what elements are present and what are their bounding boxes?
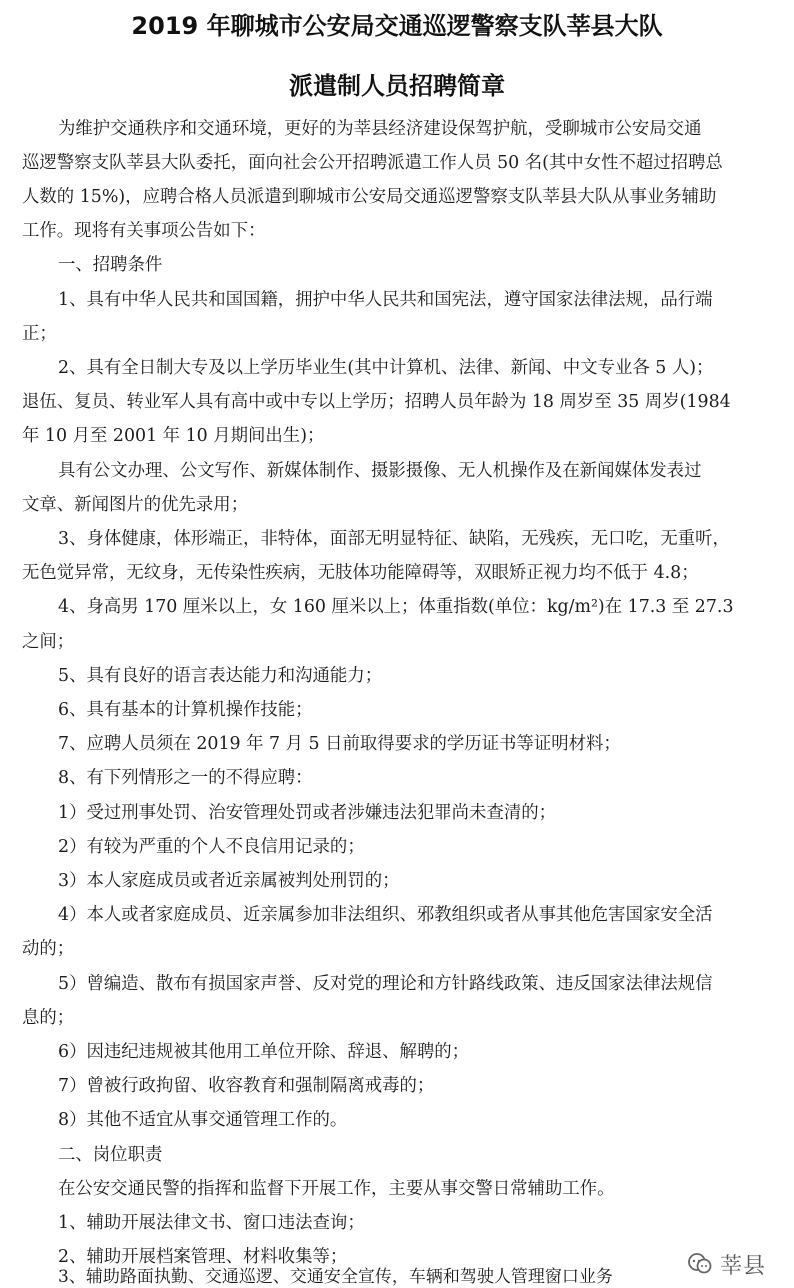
body-line: 3）本人家庭成员或者近亲属被判处刑罚的； [58, 871, 400, 891]
body-line: 3、辅助路面执勤、交通巡逻、交通安全宣传，车辆和驾驶人管理窗口业务 [58, 1267, 613, 1287]
body-line: 5）曾编造、散布有损国家声誉、反对党的理论和方针路线政策、违反国家法律法规信 [58, 974, 713, 994]
body-line: 具有公文办理、公文写作、新媒体制作、摄影摄像、无人机操作及在新闻媒体发表过 [58, 461, 702, 481]
body-line: 正； [22, 324, 57, 344]
body-line: 工作。现将有关事项公告如下： [22, 221, 266, 241]
body-line: 7、应聘人员须在 2019 年 7 月 5 日前取得要求的学历证书等证明材料； [58, 734, 621, 754]
body-line: 1、辅助开展法律文书、窗口违法查询； [58, 1213, 365, 1233]
body-line: 1、具有中华人民共和国国籍，拥护中华人民共和国宪法，遵守国家法律法规，品行端 [58, 290, 713, 310]
body-line: 息的； [22, 1008, 75, 1028]
body-line: 6、具有基本的计算机操作技能； [58, 700, 313, 720]
body-line: 2）有较为严重的个人不良信用记录的； [58, 837, 365, 857]
body-line: 8、有下列情形之一的不得应聘： [58, 768, 313, 788]
document-title-line1: 2019 年聊城市公安局交通巡逻警察支队莘县大队 [131, 12, 663, 40]
body-line: 之间； [22, 632, 75, 652]
watermark-text: 莘县 [720, 1253, 767, 1279]
body-line: 4）本人或者家庭成员、近亲属参加非法组织、邪教组织或者从事其他危害国家安全活 [58, 905, 713, 925]
body-line: 无色觉异常，无纹身，无传染性疾病，无肢体功能障碍等，双眼矫正视力均不低于 4.8； [22, 563, 699, 583]
body-line: 年 10 月至 2001 年 10 月期间出生)； [22, 426, 325, 446]
wechat-watermark [686, 1244, 794, 1284]
document-title-line2: 派遣制人员招聘简章 [289, 72, 505, 100]
body-line: 6）因违纪违规被其他用工单位开除、辞退、解聘的； [58, 1042, 470, 1062]
section-heading: 一、招聘条件 [58, 255, 163, 275]
body-line: 在公安交通民警的指挥和监督下开展工作，主要从事交警日常辅助工作。 [58, 1179, 615, 1199]
body-line: 巡逻警察支队莘县大队委托，面向社会公开招聘派遣工作人员 50 名(其中女性不超过招聘总 [22, 153, 723, 173]
body-line: 8）其他不适宜从事交通管理工作的。 [58, 1110, 348, 1130]
body-line: 为维护交通秩序和交通环境，更好的为莘县经济建设保驾护航，受聊城市公安局交通 [58, 119, 702, 139]
body-line: 4、身高男 170 厘米以上，女 160 厘米以上；体重指数(单位：kg/m²)在 17.3 至 27.3 [58, 597, 734, 617]
wechat-icon [686, 1250, 714, 1278]
body-line: 人数的 15%)，应聘合格人员派遣到聊城市公安局交通巡逻警察支队莘县大队从事业务辅助 [22, 187, 717, 207]
body-line: 动的； [22, 939, 75, 959]
body-line: 5、具有良好的语言表达能力和沟通能力； [58, 666, 383, 686]
body-line: 退伍、复员、转业军人具有高中或中专以上学历；招聘人员年龄为 18 周岁至 35 周岁(1984 [22, 392, 731, 412]
body-line: 2、具有全日制大专及以上学历毕业生(其中计算机、法律、新闻、中文专业各 5 人)； [58, 358, 714, 378]
body-line: 1）受过刑事处罚、治安管理处罚或者涉嫌违法犯罪尚未查清的； [58, 803, 557, 823]
body-line: 3、身体健康，体形端正，非特体，面部无明显特征、缺陷，无残疾，无口吃，无重听， [58, 529, 730, 549]
section-heading: 二、岗位职责 [58, 1145, 163, 1165]
body-line: 7）曾被行政拘留、收容教育和强制隔离戒毒的； [58, 1076, 435, 1096]
body-line: 2、辅助开展档案管理、材料收集等； [58, 1247, 348, 1267]
body-line: 文章、新闻图片的优先录用； [22, 495, 249, 515]
